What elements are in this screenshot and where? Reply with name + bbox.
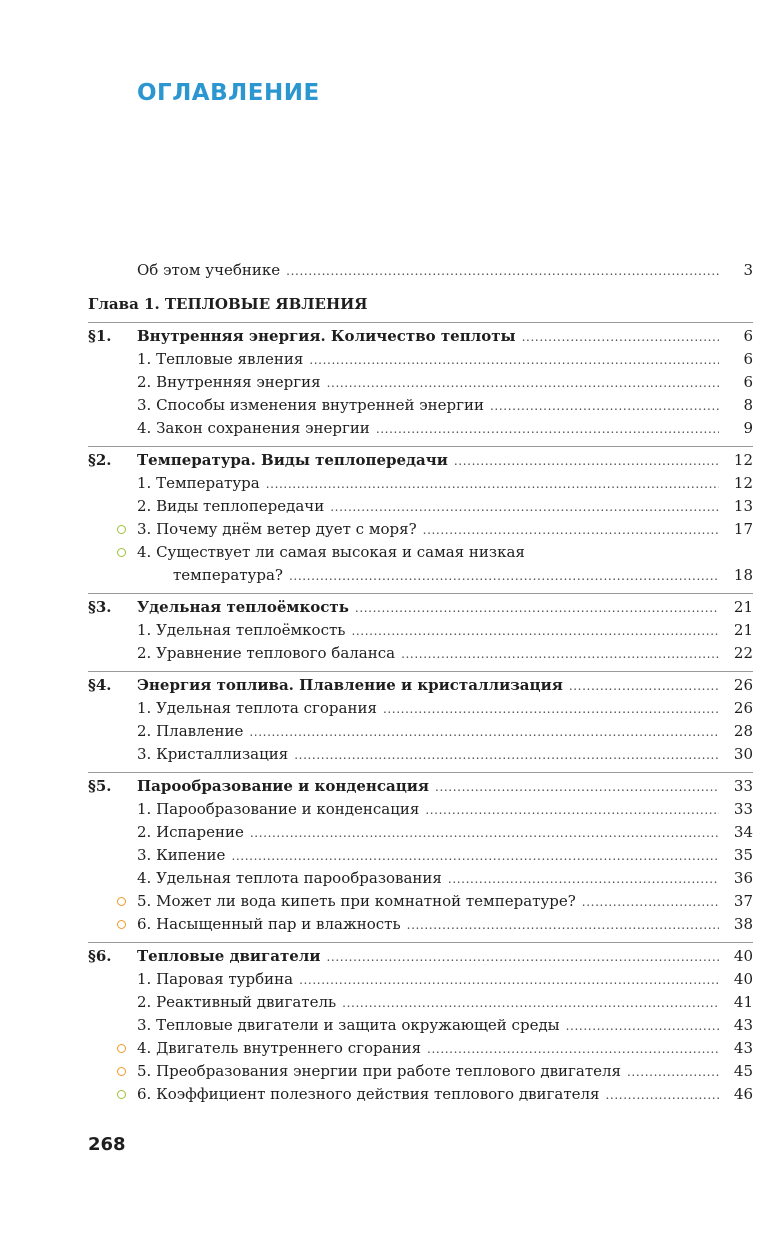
subentry-page: 28 <box>733 722 753 740</box>
subentry-title: 6. Насыщенный пар и влажность <box>137 915 401 933</box>
section-title: Энергия топлива. Плавление и кристаллизация <box>137 676 563 694</box>
subentry-title: 1. Тепловые явления <box>137 350 304 368</box>
section-title: Тепловые двигатели <box>137 947 321 965</box>
subentry-page: 22 <box>733 644 753 662</box>
leader-dots <box>627 1060 719 1083</box>
subentry-title: 2. Испарение <box>137 823 244 841</box>
leader-dots <box>490 394 719 417</box>
circle-marker-icon <box>117 548 126 557</box>
toc-subentry[interactable] <box>88 1014 753 1037</box>
circle-marker-icon <box>117 525 126 534</box>
section-number: §1. <box>88 327 112 345</box>
table-of-contents <box>0 254 783 1112</box>
circle-marker-icon <box>117 1044 126 1053</box>
subentry-page: 38 <box>733 915 753 933</box>
leader-dots <box>330 495 719 518</box>
leader-dots <box>342 991 719 1014</box>
section-heading[interactable] <box>88 945 753 968</box>
subentry-title: 3. Почему днём ветер дует с моря? <box>137 520 417 538</box>
subentry-title: 6. Коэффициент полезного действия теплового двигателя <box>137 1085 600 1103</box>
subentry-title: 1. Температура <box>137 474 260 492</box>
subentry-page: 37 <box>733 892 753 910</box>
leader-dots <box>309 348 719 371</box>
toc-heading: ОГЛАВЛЕНИЕ <box>137 80 320 106</box>
leader-dots <box>423 518 719 541</box>
section-page: 26 <box>733 676 753 694</box>
subentry-page: 43 <box>733 1039 753 1057</box>
section-heading[interactable] <box>88 325 753 348</box>
subentry-title: 2. Виды теплопередачи <box>137 497 325 515</box>
section-page: 40 <box>733 947 753 965</box>
subentry-title: 2. Плавление <box>137 722 244 740</box>
subentry-page: 35 <box>733 846 753 864</box>
leader-dots <box>522 325 719 348</box>
leader-dots <box>454 449 719 472</box>
toc-subentry[interactable] <box>88 642 753 665</box>
subentry-title: 3. Кипение <box>137 846 226 864</box>
leader-dots <box>299 968 719 991</box>
leader-dots <box>249 720 719 743</box>
toc-subentry[interactable] <box>88 743 753 766</box>
leader-dots <box>566 1014 719 1037</box>
section-number: §4. <box>88 676 112 694</box>
section-page: 21 <box>733 598 753 616</box>
leader-dots <box>327 945 720 968</box>
section-title: Удельная теплоёмкость <box>137 598 349 616</box>
subentry-page: 46 <box>733 1085 753 1103</box>
subentry-title: 2. Уравнение теплового баланса <box>137 644 396 662</box>
toc-subentry[interactable] <box>88 844 753 867</box>
toc-entry-page: 3 <box>743 261 753 279</box>
section-title: Парообразование и конденсация <box>137 777 430 795</box>
toc-section <box>88 446 753 593</box>
subentry-page: 33 <box>733 800 753 818</box>
circle-marker-icon <box>117 897 126 906</box>
toc-section <box>88 942 753 1112</box>
toc-subentry[interactable] <box>88 619 753 642</box>
leader-dots <box>231 844 719 867</box>
toc-entry-title: Об этом учебнике <box>137 261 281 279</box>
section-page: 6 <box>743 327 753 345</box>
subentry-page: 34 <box>733 823 753 841</box>
subentry-title: 3. Способы изменения внутренней энергии <box>137 396 484 414</box>
subentry-page: 43 <box>733 1016 753 1034</box>
section-number: §5. <box>88 777 112 795</box>
toc-subentry[interactable] <box>88 371 753 394</box>
leader-dots <box>569 674 719 697</box>
section-title: Внутренняя энергия. Количество теплоты <box>137 327 516 345</box>
toc-subentry[interactable] <box>88 968 753 991</box>
leader-dots <box>605 1083 719 1106</box>
leader-dots <box>289 564 719 587</box>
subentry-title: 1. Парообразование и конденсация <box>137 800 420 818</box>
leader-dots <box>327 371 719 394</box>
toc-subentry[interactable] <box>88 867 753 890</box>
subentry-title-continuation: температура? <box>173 566 283 584</box>
subentry-page: 41 <box>733 993 753 1011</box>
subentry-title: 5. Преобразования энергии при работе теплового двигателя <box>137 1062 621 1080</box>
toc-subentry[interactable] <box>88 394 753 417</box>
toc-subentry[interactable] <box>88 697 753 720</box>
toc-subentry[interactable] <box>88 1083 753 1106</box>
leader-dots <box>266 472 719 495</box>
subentry-page: 30 <box>733 745 753 763</box>
toc-section <box>88 322 753 446</box>
toc-subentry[interactable] <box>88 472 753 495</box>
section-title: Температура. Виды теплопередачи <box>137 451 448 469</box>
toc-subentry-continuation[interactable] <box>88 564 753 587</box>
leader-dots <box>294 743 719 766</box>
section-heading[interactable] <box>88 596 753 619</box>
toc-subentry[interactable] <box>88 798 753 821</box>
subentry-page: 6 <box>743 373 753 391</box>
subentry-title: 3. Кристаллизация <box>137 745 289 763</box>
toc-subentry[interactable] <box>88 348 753 371</box>
toc-subentry[interactable] <box>88 890 753 913</box>
toc-subentry[interactable] <box>88 495 753 518</box>
section-page: 12 <box>733 451 753 469</box>
leader-dots <box>407 913 719 936</box>
toc-section <box>88 671 753 772</box>
leader-dots <box>376 417 719 440</box>
leader-dots <box>383 697 719 720</box>
toc-subentry[interactable] <box>88 913 753 936</box>
toc-section <box>88 772 753 942</box>
toc-subentry[interactable] <box>88 720 753 743</box>
sections-list <box>0 322 783 1112</box>
circle-marker-icon <box>117 920 126 929</box>
toc-subentry[interactable] <box>88 541 753 564</box>
subentry-page: 40 <box>733 970 753 988</box>
subentry-title: 3. Тепловые двигатели и защита окружающей среды <box>137 1016 560 1034</box>
subentry-title: 4. Существует ли самая высокая и самая низкая <box>137 543 525 561</box>
subentry-title: 2. Внутренняя энергия <box>137 373 321 391</box>
leader-dots <box>286 254 719 277</box>
subentry-title: 1. Паровая турбина <box>137 970 294 988</box>
leader-dots <box>401 642 719 665</box>
page-number: 268 <box>88 1134 126 1155</box>
subentry-title: 1. Удельная теплота сгорания <box>137 699 377 717</box>
section-number: §6. <box>88 947 112 965</box>
section-number: §2. <box>88 451 112 469</box>
subentry-title: 1. Удельная теплоёмкость <box>137 621 346 639</box>
leader-dots <box>582 890 719 913</box>
toc-subentry[interactable] <box>88 991 753 1014</box>
section-page: 33 <box>733 777 753 795</box>
circle-marker-icon <box>117 1090 126 1099</box>
subentry-page: 9 <box>743 419 753 437</box>
leader-dots <box>425 798 719 821</box>
subentry-page: 17 <box>733 520 753 538</box>
toc-subentry[interactable] <box>88 518 753 541</box>
subentry-title: 2. Реактивный двигатель <box>137 993 337 1011</box>
subentry-title: 4. Двигатель внутреннего сгорания <box>137 1039 422 1057</box>
subentry-page: 12 <box>733 474 753 492</box>
toc-section <box>88 593 753 671</box>
toc-subentry[interactable] <box>88 1037 753 1060</box>
section-number: §3. <box>88 598 112 616</box>
leader-dots <box>427 1037 719 1060</box>
section-heading[interactable] <box>88 775 753 798</box>
subentry-page: 26 <box>733 699 753 717</box>
subentry-title: 4. Удельная теплота парообразования <box>137 869 442 887</box>
leader-dots <box>355 596 719 619</box>
toc-subentry[interactable] <box>88 1060 753 1083</box>
subentry-page: 8 <box>743 396 753 414</box>
leader-dots <box>351 619 719 642</box>
leader-dots <box>250 821 719 844</box>
subentry-page: 6 <box>743 350 753 368</box>
chapter-heading: Глава 1. ТЕПЛОВЫЕ ЯВЛЕНИЯ <box>88 295 368 313</box>
subentry-title: 5. Может ли вода кипеть при комнатной температуре? <box>137 892 576 910</box>
circle-marker-icon <box>117 1067 126 1076</box>
section-heading[interactable] <box>88 674 753 697</box>
subentry-page: 45 <box>733 1062 753 1080</box>
subentry-page: 21 <box>733 621 753 639</box>
subentry-page: 36 <box>733 869 753 887</box>
subentry-page: 18 <box>733 566 753 584</box>
section-heading[interactable] <box>88 449 753 472</box>
toc-entry-intro[interactable] <box>0 254 783 286</box>
subentry-title: 4. Закон сохранения энергии <box>137 419 370 437</box>
leader-dots <box>435 775 719 798</box>
subentry-page: 13 <box>733 497 753 515</box>
toc-subentry[interactable] <box>88 821 753 844</box>
leader-dots <box>448 867 719 890</box>
toc-subentry[interactable] <box>88 417 753 440</box>
